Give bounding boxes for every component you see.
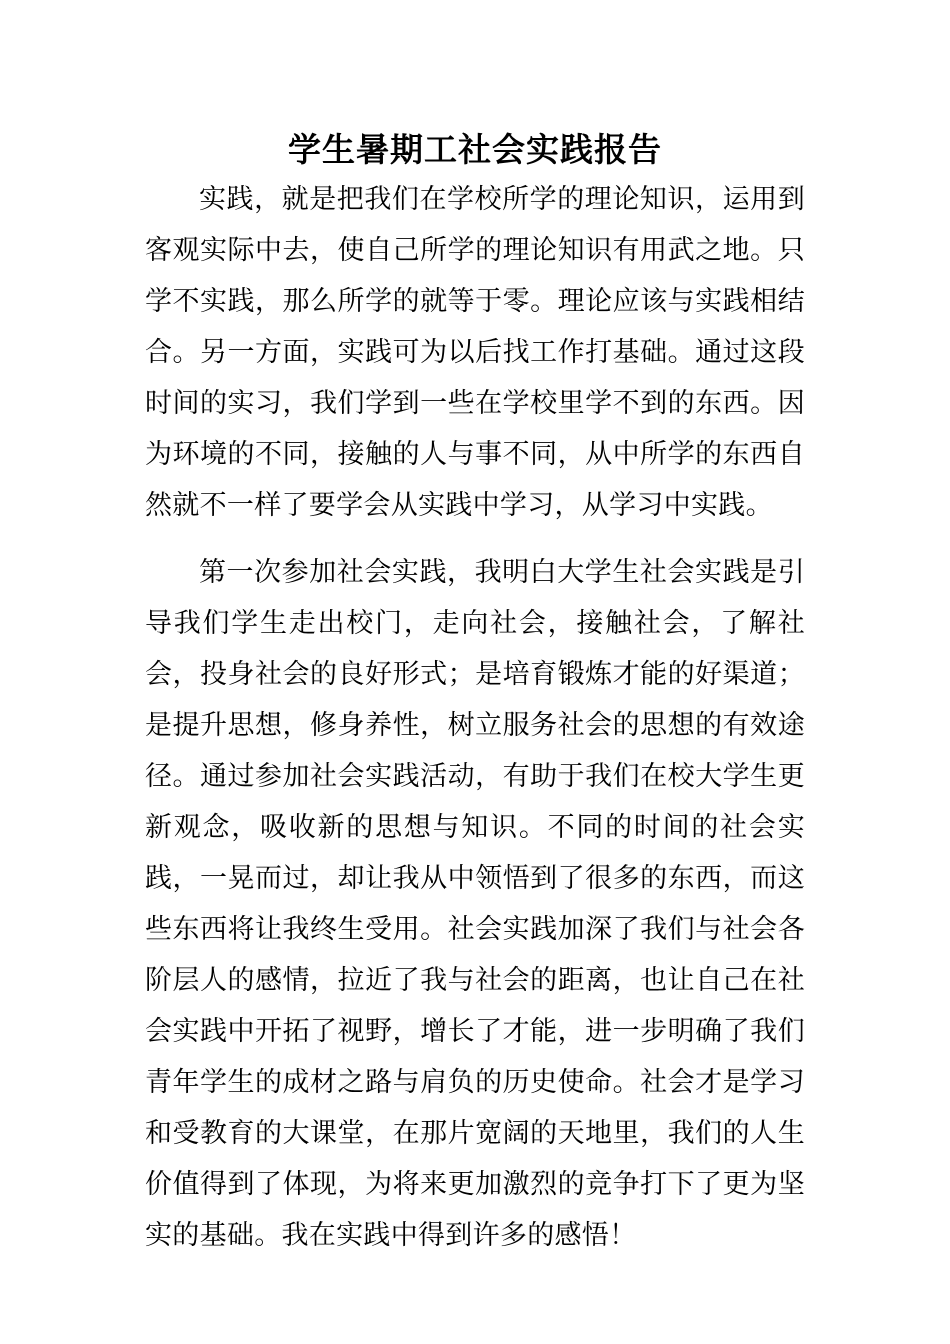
- document-body: [145, 174, 805, 1261]
- document-title: 学生暑期工社会实践报告: [288, 130, 662, 169]
- paragraph-2: 第一次参加社会实践，我明白大学生社会实践是引导我们学生走出校门，走向社会，接触社会，了解社会，投身社会的良好形式；是培育锻炼才能的好渠道；是提升思想，修身养性，树立服务社会的思想的有效途径。通过参加社会实践活动，有助于我们在校大学生更新观念，吸收新的思想与知识。不同的时间的社会实践，一晃而过，却让我从中领悟到了很多的东西，而这些东西将让我终生受用。社会实践加深了我们与社会各阶层人的感情，拉近了我与社会的距离，也让自己在社会实践中开拓了视野，增长了才能，进一步明确了我们青年学生的成材之路与肩负的历史使命。社会才是学习和受教育的大课堂，在那片宽阔的天地里，我们的人生价值得到了体现，为将来更加激烈的竞争打下了更为坚实的基础。我在实践中得到许多的感悟！: [145, 557, 805, 1251]
- paragraph-1: 实践，就是把我们在学校所学的理论知识，运用到客观实际中去，使自己所学的理论知识有用武之地。只学不实践，那么所学的就等于零。理论应该与实践相结合。另一方面，实践可为以后找工作打基础。通过这段时间的实习，我们学到一些在学校里学不到的东西。因为环境的不同，接触的人与事不同，从中所学的东西自然就不一样了要学会从实践中学习，从学习中实践。: [145, 184, 805, 521]
